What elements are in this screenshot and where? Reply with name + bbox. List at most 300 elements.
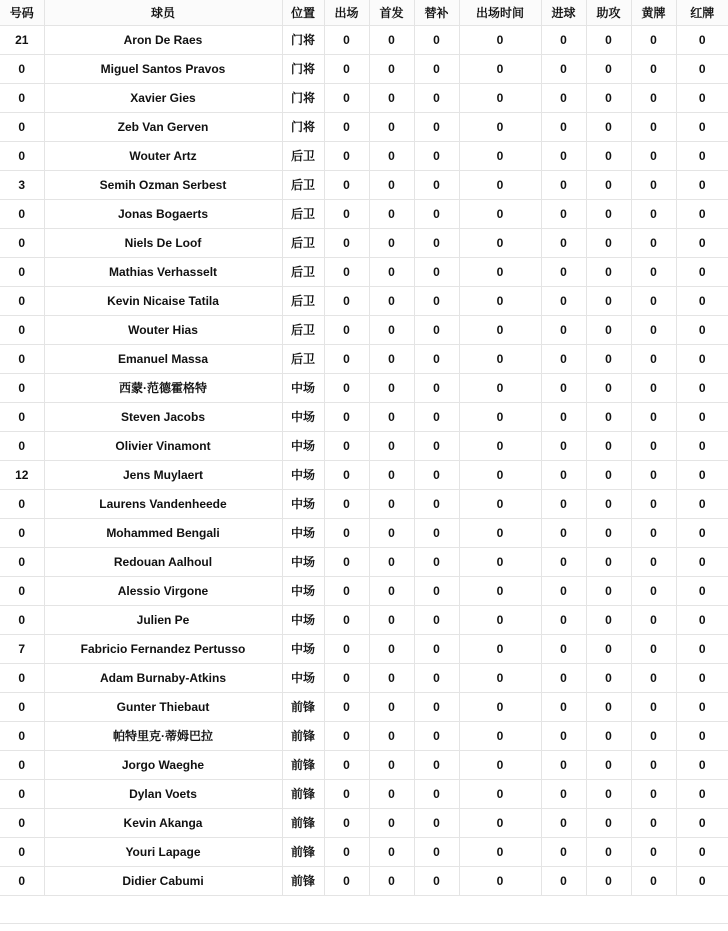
cell-player: Dylan Voets [44, 779, 282, 808]
cell-starts: 0 [369, 112, 414, 141]
cell-yellow_cards: 0 [631, 315, 676, 344]
cell-number: 21 [0, 25, 44, 54]
cell-number: 0 [0, 344, 44, 373]
cell-assists: 0 [586, 228, 631, 257]
cell-substitute: 0 [414, 605, 459, 634]
cell-minutes: 0 [459, 779, 541, 808]
cell-starts: 0 [369, 286, 414, 315]
cell-assists: 0 [586, 286, 631, 315]
cell-position: 前锋 [282, 721, 324, 750]
cell-position: 后卫 [282, 286, 324, 315]
cell-number: 0 [0, 605, 44, 634]
cell-red_cards: 0 [676, 83, 728, 112]
cell-assists: 0 [586, 315, 631, 344]
cell-appearances: 0 [324, 112, 369, 141]
cell-yellow_cards: 0 [631, 199, 676, 228]
cell-red_cards: 0 [676, 866, 728, 895]
cell-yellow_cards: 0 [631, 431, 676, 460]
cell-appearances: 0 [324, 779, 369, 808]
player-row [0, 170, 728, 199]
cell-number: 0 [0, 228, 44, 257]
cell-starts: 0 [369, 808, 414, 837]
cell-goals: 0 [541, 866, 586, 895]
cell-assists: 0 [586, 779, 631, 808]
cell-substitute: 0 [414, 402, 459, 431]
cell-assists: 0 [586, 663, 631, 692]
cell-position: 中场 [282, 634, 324, 663]
cell-minutes: 0 [459, 837, 541, 866]
cell-number: 0 [0, 808, 44, 837]
cell-substitute: 0 [414, 634, 459, 663]
cell-player: Didier Cabumi [44, 866, 282, 895]
cell-appearances: 0 [324, 750, 369, 779]
player-row [0, 112, 728, 141]
cell-goals: 0 [541, 605, 586, 634]
column-header-player: 球员 [44, 0, 282, 25]
cell-starts: 0 [369, 605, 414, 634]
cell-substitute: 0 [414, 344, 459, 373]
cell-starts: 0 [369, 373, 414, 402]
cell-position: 前锋 [282, 837, 324, 866]
cell-player: Jorgo Waeghe [44, 750, 282, 779]
cell-number: 0 [0, 721, 44, 750]
cell-appearances: 0 [324, 373, 369, 402]
cell-minutes: 0 [459, 605, 541, 634]
cell-substitute: 0 [414, 460, 459, 489]
cell-goals: 0 [541, 25, 586, 54]
cell-assists: 0 [586, 750, 631, 779]
cell-number: 0 [0, 663, 44, 692]
cell-goals: 0 [541, 83, 586, 112]
cell-player: Semih Ozman Serbest [44, 170, 282, 199]
cell-starts: 0 [369, 344, 414, 373]
cell-yellow_cards: 0 [631, 605, 676, 634]
cell-minutes: 0 [459, 576, 541, 605]
player-row [0, 634, 728, 663]
cell-minutes: 0 [459, 257, 541, 286]
player-row [0, 141, 728, 170]
cell-red_cards: 0 [676, 605, 728, 634]
cell-goals: 0 [541, 199, 586, 228]
column-header-red_cards: 红牌 [676, 0, 728, 25]
cell-assists: 0 [586, 837, 631, 866]
player-row [0, 866, 728, 895]
cell-substitute: 0 [414, 866, 459, 895]
cell-appearances: 0 [324, 692, 369, 721]
cell-number: 0 [0, 431, 44, 460]
player-row [0, 431, 728, 460]
cell-number: 0 [0, 402, 44, 431]
cell-goals: 0 [541, 489, 586, 518]
cell-number: 0 [0, 692, 44, 721]
cell-red_cards: 0 [676, 170, 728, 199]
cell-player: Emanuel Massa [44, 344, 282, 373]
cell-assists: 0 [586, 547, 631, 576]
cell-yellow_cards: 0 [631, 83, 676, 112]
cell-player: Olivier Vinamont [44, 431, 282, 460]
cell-position: 后卫 [282, 141, 324, 170]
cell-position: 中场 [282, 431, 324, 460]
cell-minutes: 0 [459, 54, 541, 83]
cell-number: 0 [0, 518, 44, 547]
cell-position: 中场 [282, 663, 324, 692]
cell-starts: 0 [369, 634, 414, 663]
cell-red_cards: 0 [676, 489, 728, 518]
cell-number: 0 [0, 83, 44, 112]
cell-yellow_cards: 0 [631, 25, 676, 54]
player-row [0, 286, 728, 315]
cell-red_cards: 0 [676, 25, 728, 54]
cell-goals: 0 [541, 170, 586, 199]
cell-substitute: 0 [414, 692, 459, 721]
cell-position: 前锋 [282, 750, 324, 779]
cell-appearances: 0 [324, 315, 369, 344]
cell-yellow_cards: 0 [631, 634, 676, 663]
cell-goals: 0 [541, 837, 586, 866]
column-header-number: 号码 [0, 0, 44, 25]
column-header-assists: 助攻 [586, 0, 631, 25]
cell-appearances: 0 [324, 866, 369, 895]
cell-minutes: 0 [459, 431, 541, 460]
cell-position: 中场 [282, 518, 324, 547]
cell-red_cards: 0 [676, 199, 728, 228]
cell-yellow_cards: 0 [631, 518, 676, 547]
cell-position: 门将 [282, 83, 324, 112]
cell-starts: 0 [369, 83, 414, 112]
cell-starts: 0 [369, 315, 414, 344]
cell-starts: 0 [369, 199, 414, 228]
cell-red_cards: 0 [676, 663, 728, 692]
cell-position: 后卫 [282, 228, 324, 257]
cell-yellow_cards: 0 [631, 663, 676, 692]
cell-substitute: 0 [414, 518, 459, 547]
cell-red_cards: 0 [676, 344, 728, 373]
cell-assists: 0 [586, 489, 631, 518]
cell-yellow_cards: 0 [631, 141, 676, 170]
cell-goals: 0 [541, 54, 586, 83]
cell-appearances: 0 [324, 431, 369, 460]
cell-goals: 0 [541, 402, 586, 431]
cell-red_cards: 0 [676, 286, 728, 315]
cell-appearances: 0 [324, 547, 369, 576]
cell-goals: 0 [541, 576, 586, 605]
cell-substitute: 0 [414, 83, 459, 112]
cell-number: 0 [0, 141, 44, 170]
player-row [0, 315, 728, 344]
cell-minutes: 0 [459, 373, 541, 402]
cell-player: Mohammed Bengali [44, 518, 282, 547]
table-header-row [0, 0, 728, 25]
cell-appearances: 0 [324, 460, 369, 489]
cell-minutes: 0 [459, 286, 541, 315]
column-header-minutes: 出场时间 [459, 0, 541, 25]
cell-appearances: 0 [324, 663, 369, 692]
player-row [0, 547, 728, 576]
column-header-goals: 进球 [541, 0, 586, 25]
cell-yellow_cards: 0 [631, 547, 676, 576]
cell-yellow_cards: 0 [631, 344, 676, 373]
cell-goals: 0 [541, 112, 586, 141]
cell-player: 帕特里克·蒂姆巴拉 [44, 721, 282, 750]
cell-number: 0 [0, 750, 44, 779]
player-row [0, 489, 728, 518]
cell-goals: 0 [541, 286, 586, 315]
cell-appearances: 0 [324, 170, 369, 199]
cell-minutes: 0 [459, 228, 541, 257]
cell-minutes: 0 [459, 489, 541, 518]
cell-starts: 0 [369, 837, 414, 866]
cell-substitute: 0 [414, 779, 459, 808]
cell-starts: 0 [369, 25, 414, 54]
cell-goals: 0 [541, 779, 586, 808]
cell-appearances: 0 [324, 808, 369, 837]
cell-goals: 0 [541, 750, 586, 779]
cell-substitute: 0 [414, 257, 459, 286]
cell-number: 0 [0, 489, 44, 518]
cell-red_cards: 0 [676, 518, 728, 547]
player-row [0, 199, 728, 228]
cell-position: 中场 [282, 402, 324, 431]
cell-assists: 0 [586, 721, 631, 750]
cell-assists: 0 [586, 25, 631, 54]
cell-red_cards: 0 [676, 431, 728, 460]
cell-minutes: 0 [459, 866, 541, 895]
cell-substitute: 0 [414, 808, 459, 837]
cell-yellow_cards: 0 [631, 692, 676, 721]
cell-yellow_cards: 0 [631, 866, 676, 895]
player-row [0, 808, 728, 837]
cell-player: Gunter Thiebaut [44, 692, 282, 721]
cell-position: 前锋 [282, 808, 324, 837]
cell-red_cards: 0 [676, 228, 728, 257]
cell-red_cards: 0 [676, 112, 728, 141]
cell-number: 0 [0, 779, 44, 808]
cell-number: 0 [0, 257, 44, 286]
cell-starts: 0 [369, 547, 414, 576]
cell-minutes: 0 [459, 315, 541, 344]
cell-position: 前锋 [282, 779, 324, 808]
cell-starts: 0 [369, 460, 414, 489]
cell-appearances: 0 [324, 286, 369, 315]
cell-substitute: 0 [414, 431, 459, 460]
cell-player: Wouter Hias [44, 315, 282, 344]
cell-position: 中场 [282, 547, 324, 576]
cell-minutes: 0 [459, 83, 541, 112]
cell-red_cards: 0 [676, 257, 728, 286]
cell-number: 0 [0, 315, 44, 344]
player-row [0, 692, 728, 721]
column-header-starts: 首发 [369, 0, 414, 25]
cell-position: 门将 [282, 54, 324, 83]
cell-minutes: 0 [459, 692, 541, 721]
cell-starts: 0 [369, 779, 414, 808]
cell-player: 西蒙·范德霍格特 [44, 373, 282, 402]
cell-position: 门将 [282, 112, 324, 141]
cell-player: Alessio Virgone [44, 576, 282, 605]
table-header [0, 0, 728, 25]
cell-minutes: 0 [459, 25, 541, 54]
cell-yellow_cards: 0 [631, 257, 676, 286]
cell-assists: 0 [586, 460, 631, 489]
cell-starts: 0 [369, 170, 414, 199]
cell-yellow_cards: 0 [631, 837, 676, 866]
cell-goals: 0 [541, 721, 586, 750]
cell-goals: 0 [541, 228, 586, 257]
cell-assists: 0 [586, 808, 631, 837]
cell-yellow_cards: 0 [631, 489, 676, 518]
cell-starts: 0 [369, 257, 414, 286]
cell-goals: 0 [541, 692, 586, 721]
cell-appearances: 0 [324, 489, 369, 518]
cell-minutes: 0 [459, 141, 541, 170]
cell-goals: 0 [541, 431, 586, 460]
cell-goals: 0 [541, 518, 586, 547]
cell-red_cards: 0 [676, 779, 728, 808]
player-row [0, 228, 728, 257]
player-row [0, 721, 728, 750]
cell-yellow_cards: 0 [631, 112, 676, 141]
cell-substitute: 0 [414, 199, 459, 228]
cell-substitute: 0 [414, 837, 459, 866]
cell-goals: 0 [541, 257, 586, 286]
cell-assists: 0 [586, 866, 631, 895]
cell-substitute: 0 [414, 286, 459, 315]
cell-assists: 0 [586, 257, 631, 286]
cell-position: 前锋 [282, 692, 324, 721]
cell-yellow_cards: 0 [631, 373, 676, 402]
cell-player: Youri Lapage [44, 837, 282, 866]
cell-number: 0 [0, 112, 44, 141]
cell-player: Kevin Akanga [44, 808, 282, 837]
cell-red_cards: 0 [676, 576, 728, 605]
cell-position: 中场 [282, 489, 324, 518]
player-row [0, 837, 728, 866]
cell-yellow_cards: 0 [631, 576, 676, 605]
cell-assists: 0 [586, 634, 631, 663]
cell-substitute: 0 [414, 141, 459, 170]
cell-yellow_cards: 0 [631, 808, 676, 837]
cell-starts: 0 [369, 54, 414, 83]
player-row [0, 373, 728, 402]
cell-yellow_cards: 0 [631, 750, 676, 779]
cell-starts: 0 [369, 663, 414, 692]
cell-appearances: 0 [324, 83, 369, 112]
player-row [0, 54, 728, 83]
cell-red_cards: 0 [676, 54, 728, 83]
cell-minutes: 0 [459, 634, 541, 663]
cell-appearances: 0 [324, 721, 369, 750]
column-header-yellow_cards: 黄牌 [631, 0, 676, 25]
cell-starts: 0 [369, 518, 414, 547]
table-footer [0, 896, 728, 924]
cell-position: 前锋 [282, 866, 324, 895]
cell-minutes: 0 [459, 112, 541, 141]
cell-position: 中场 [282, 460, 324, 489]
column-header-appearances: 出场 [324, 0, 369, 25]
cell-starts: 0 [369, 402, 414, 431]
cell-appearances: 0 [324, 257, 369, 286]
player-row [0, 779, 728, 808]
cell-substitute: 0 [414, 25, 459, 54]
cell-starts: 0 [369, 866, 414, 895]
cell-number: 0 [0, 576, 44, 605]
cell-number: 0 [0, 199, 44, 228]
cell-player: Julien Pe [44, 605, 282, 634]
cell-player: Kevin Nicaise Tatila [44, 286, 282, 315]
cell-red_cards: 0 [676, 750, 728, 779]
cell-minutes: 0 [459, 344, 541, 373]
player-row [0, 518, 728, 547]
cell-player: Wouter Artz [44, 141, 282, 170]
cell-player: Mathias Verhasselt [44, 257, 282, 286]
cell-number: 0 [0, 54, 44, 83]
cell-number: 0 [0, 837, 44, 866]
cell-yellow_cards: 0 [631, 460, 676, 489]
cell-assists: 0 [586, 576, 631, 605]
cell-assists: 0 [586, 431, 631, 460]
player-row [0, 750, 728, 779]
cell-starts: 0 [369, 228, 414, 257]
cell-substitute: 0 [414, 547, 459, 576]
cell-player: Jonas Bogaerts [44, 199, 282, 228]
cell-player: Redouan Aalhoul [44, 547, 282, 576]
cell-position: 中场 [282, 605, 324, 634]
cell-goals: 0 [541, 344, 586, 373]
cell-red_cards: 0 [676, 315, 728, 344]
cell-position: 门将 [282, 25, 324, 54]
column-header-position: 位置 [282, 0, 324, 25]
cell-appearances: 0 [324, 25, 369, 54]
cell-yellow_cards: 0 [631, 779, 676, 808]
cell-appearances: 0 [324, 54, 369, 83]
cell-number: 7 [0, 634, 44, 663]
cell-substitute: 0 [414, 663, 459, 692]
cell-assists: 0 [586, 141, 631, 170]
cell-position: 中场 [282, 373, 324, 402]
cell-minutes: 0 [459, 402, 541, 431]
cell-number: 3 [0, 170, 44, 199]
cell-assists: 0 [586, 54, 631, 83]
cell-appearances: 0 [324, 518, 369, 547]
cell-substitute: 0 [414, 489, 459, 518]
cell-minutes: 0 [459, 199, 541, 228]
cell-position: 中场 [282, 576, 324, 605]
cell-goals: 0 [541, 547, 586, 576]
cell-position: 后卫 [282, 170, 324, 199]
cell-player: Niels De Loof [44, 228, 282, 257]
cell-appearances: 0 [324, 605, 369, 634]
cell-red_cards: 0 [676, 141, 728, 170]
player-row [0, 605, 728, 634]
cell-minutes: 0 [459, 547, 541, 576]
cell-appearances: 0 [324, 576, 369, 605]
cell-assists: 0 [586, 518, 631, 547]
cell-substitute: 0 [414, 576, 459, 605]
cell-position: 后卫 [282, 199, 324, 228]
cell-player: Jens Muylaert [44, 460, 282, 489]
cell-red_cards: 0 [676, 837, 728, 866]
cell-number: 0 [0, 547, 44, 576]
cell-substitute: 0 [414, 112, 459, 141]
cell-position: 后卫 [282, 344, 324, 373]
cell-red_cards: 0 [676, 402, 728, 431]
cell-position: 后卫 [282, 257, 324, 286]
cell-goals: 0 [541, 315, 586, 344]
cell-assists: 0 [586, 402, 631, 431]
cell-minutes: 0 [459, 518, 541, 547]
cell-goals: 0 [541, 634, 586, 663]
column-header-substitute: 替补 [414, 0, 459, 25]
